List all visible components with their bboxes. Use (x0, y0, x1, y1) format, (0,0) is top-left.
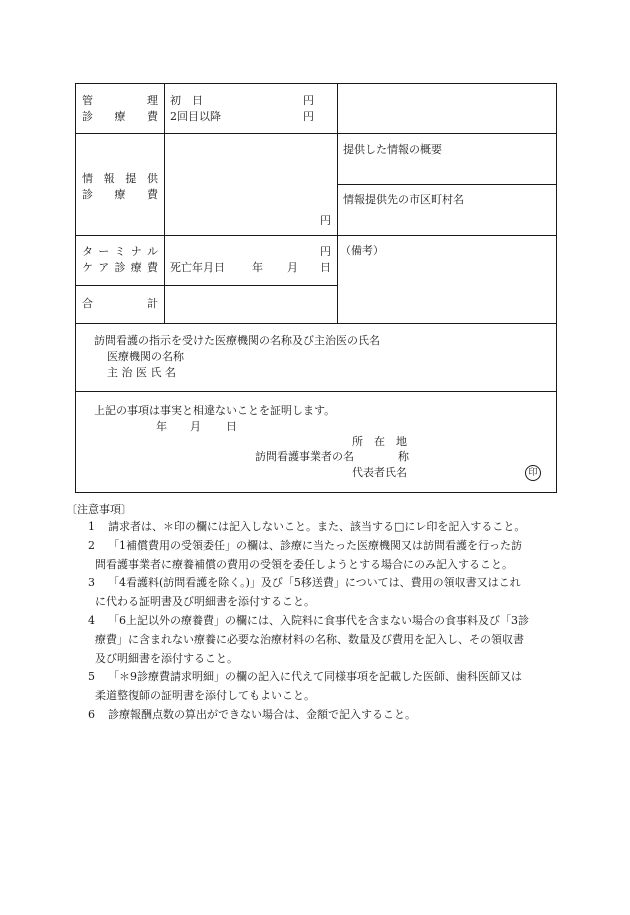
address-label: 所 在 地 (352, 435, 407, 448)
day-unit: 日 (320, 261, 331, 274)
day-unit: 日 (226, 420, 237, 433)
row-divider (75, 323, 557, 324)
business-name-suffix: 称 (398, 450, 409, 463)
note-text-line: に代わる証明書及び明細書を添付すること。 (95, 595, 315, 609)
notes-title: 〔注意事項〕 (66, 503, 132, 516)
note-text-line: 「1補償費用の受領委任」の欄は、診療に当たった医療機関又は訪問看護を行った訪 (108, 538, 522, 552)
doctor-name-label: 主 治 医 氏 名 (107, 366, 176, 379)
total-label: 合 計 (82, 297, 158, 310)
note-text-line: 診療報酬点数の算出ができない場合は、金額で記入すること。 (108, 708, 416, 721)
note-text-line: 「4看護料(訪問看護を除く。)」及び「5移送費」については、費用の領収書又はこれ (108, 576, 521, 590)
note-text-line: 「6上記以外の療養費」の欄には、入院料に食事代を含まない場合の食事料及び「3診 (108, 614, 529, 627)
table-border-top (75, 83, 557, 84)
table-border-bottom (75, 492, 557, 493)
note-number: 3 (88, 576, 95, 590)
row-divider (75, 285, 337, 286)
note-text-line: 柔道整復師の証明書を添付してもよいこと。 (95, 689, 315, 703)
info-overview-label: 提供した情報の概要 (343, 143, 442, 156)
row-divider (337, 184, 557, 185)
terminal-label-line2: ケ ア 診 療 費 (82, 261, 158, 274)
note-text-line: 「＊9診療費請求明細」の欄の記入に代えて同様事項を記載した医師、歯科医師又は (108, 670, 522, 684)
note-text-line: 問看護事業者に療養補償の費用の受領を委任しようとする場合にのみ記入すること。 (95, 557, 513, 571)
row-divider (75, 133, 557, 134)
table-border-left (75, 83, 76, 493)
terminal-label-line1: タ ー ミ ナ ル (82, 245, 158, 258)
institution-heading: 訪問看護の指示を受けた医療機関の名称及び主治医の氏名 (94, 334, 380, 347)
month-unit: 月 (190, 420, 201, 433)
note-number: 6 (88, 708, 95, 721)
representative-label: 代表者氏名 (352, 466, 407, 479)
management-label-line1: 管 理 (82, 94, 158, 107)
yen-unit: 円 (303, 110, 314, 123)
info-municipality-label: 情報提供先の市区町村名 (343, 193, 464, 206)
row-divider (75, 391, 557, 392)
yen-unit: 円 (303, 94, 314, 107)
certification-statement: 上記の事項は事実と相違ないことを証明します。 (94, 404, 336, 417)
note-text-line: 請求者は、＊印の欄には記入しないこと。また、該当する□にレ印を記入すること。 (108, 520, 526, 533)
seal-stamp-icon: 印 (525, 465, 541, 481)
row-divider (75, 235, 557, 236)
info-provision-label-line1: 情 報 提 供 (82, 172, 158, 185)
business-name-label: 訪問看護事業者の名 (255, 450, 354, 463)
remarks-label: （備考） (340, 244, 384, 257)
year-unit: 年 (156, 420, 167, 433)
year-unit: 年 (252, 261, 263, 274)
yen-unit: 円 (320, 245, 331, 258)
column-divider (164, 83, 165, 323)
note-number: 2 (88, 538, 95, 552)
management-label-line2: 診 療 費 (82, 110, 158, 123)
note-number: 1 (88, 520, 95, 533)
month-unit: 月 (287, 261, 298, 274)
death-date-label: 死亡年月日 (170, 261, 225, 274)
yen-unit: 円 (320, 214, 331, 227)
first-day-label: 初 日 (170, 94, 203, 107)
info-provision-label-line2: 診 療 費 (82, 188, 158, 201)
second-onward-label: 2回目以降 (170, 110, 221, 123)
note-text-line: 及び明細書を添付すること。 (95, 651, 238, 665)
institution-name-label: 医療機関の名称 (107, 350, 184, 363)
note-number: 5 (88, 670, 95, 684)
column-divider (337, 83, 338, 323)
note-text-line: 療費」に含まれない療養に必要な治療材料の名称、数量及び費用を記入し、その領収書 (95, 632, 524, 646)
note-number: 4 (88, 614, 95, 627)
table-border-right (556, 83, 557, 493)
